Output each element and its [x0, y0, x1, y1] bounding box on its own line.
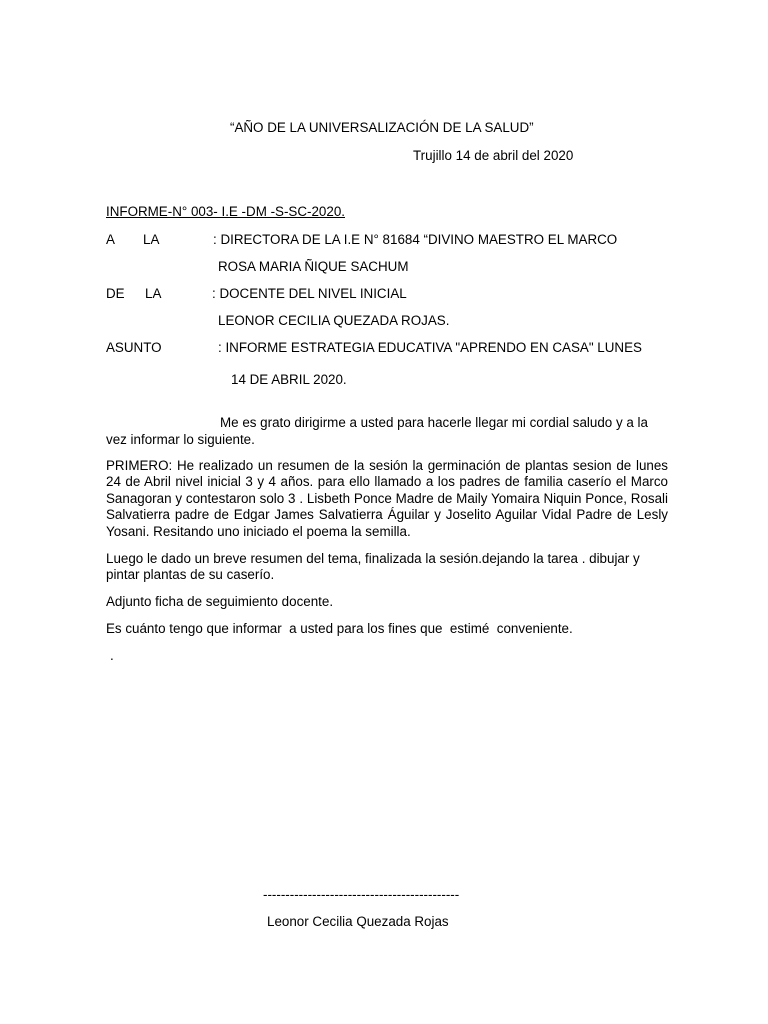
report-number: INFORME-N° 003- I.E -DM -S-SC-2020.	[106, 204, 345, 219]
to-label-la: LA	[143, 232, 160, 247]
paragraph-primero: PRIMERO: He realizado un resumen de la sesión la germinación de plantas sesion de lunes 24 de Abril nivel inicial 3 y 4 años. para ello llamado a los padres de familia caserío el Marco Sanagoran y contestaron solo 3 . Lisbeth Ponce Madre de Maily Yomaira Niquin Ponce, Rosali Salvatierra padre de Edgar James Salvatierra Águilar y Joselito Aguilar Vidal Padre de Lesly Yosani. Resitando uno iniciado el poema la semilla.	[106, 458, 668, 539]
to-label-a: A	[106, 232, 115, 247]
to-line-1: : DIRECTORA DE LA I.E N° 81684 “DIVINO MAESTRO EL MARCO	[213, 232, 618, 247]
from-label-de: DE	[106, 286, 125, 301]
greeting-line-2: vez informar lo siguiente.	[106, 432, 255, 447]
subject-label: ASUNTO	[106, 340, 162, 355]
year-title: “AÑO DE LA UNIVERSALIZACIÓN DE LA SALUD”	[230, 120, 534, 135]
place-date: Trujillo 14 de abril del 2020	[413, 148, 574, 163]
subject-line-2: 14 DE ABRIL 2020.	[231, 372, 347, 387]
paragraph-luego: Luego le dado un breve resumen del tema, finalizada la sesión.dejando la tarea . dibujar y pintar plantas de su caserío.	[106, 551, 640, 583]
signature-name: Leonor Cecilia Quezada Rojas	[267, 914, 449, 929]
greeting-line-1: Me es grato dirigirme a usted para hacerle llegar mi cordial saludo y a la	[220, 415, 648, 430]
paragraph-adjunto: Adjunto ficha de seguimiento docente.	[106, 594, 334, 609]
from-line-2: LEONOR CECILIA QUEZADA ROJAS.	[218, 313, 450, 328]
stray-dot: .	[110, 648, 114, 663]
paragraph-closing: Es cuánto tengo que informar a usted para los fines que estimé conveniente.	[106, 621, 573, 636]
to-line-2: ROSA MARIA ÑIQUE SACHUM	[218, 259, 409, 274]
from-line-1: : DOCENTE DEL NIVEL INICIAL	[212, 286, 407, 301]
from-label-la: LA	[145, 286, 162, 301]
signature-line: --------------------------------------------	[263, 887, 460, 902]
subject-line-1: : INFORME ESTRATEGIA EDUCATIVA "APRENDO EN CASA" LUNES	[218, 340, 642, 355]
